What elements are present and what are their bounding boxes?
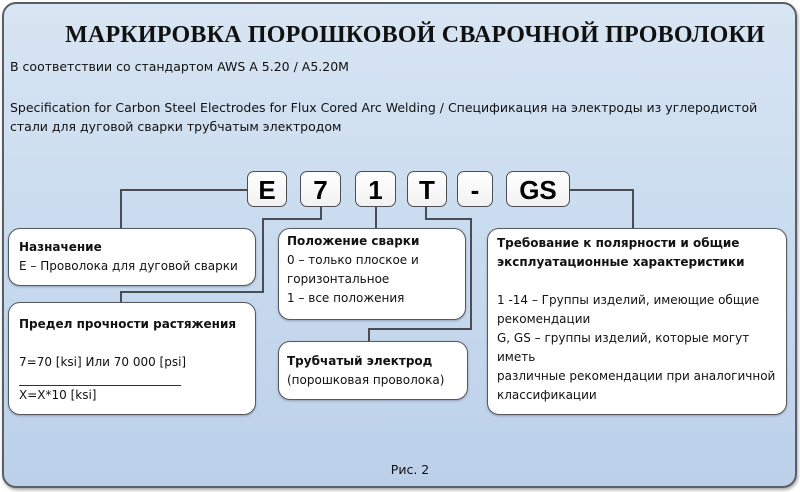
code-part-dash: - (457, 171, 493, 207)
tubular-heading: Трубчатый электрод (287, 354, 433, 368)
position-heading: Положение сварки (287, 234, 420, 248)
specification-subtitle: Specification for Carbon Steel Electrodes for Flux Cored Arc Welding / Спецификация на электроды из углеродистой стали для дуговой сварки трубчатым электродом (10, 100, 758, 134)
purpose-heading: Назначение (19, 240, 102, 254)
tensile-heading: Предел прочности растяжения (19, 317, 237, 331)
connector-7 (262, 218, 322, 220)
connector-t (368, 328, 472, 330)
connector-t (368, 328, 370, 342)
connector-gs (569, 189, 634, 191)
connector-e (120, 189, 122, 229)
connector-1 (375, 207, 377, 229)
code-part-gs: GS (506, 171, 570, 207)
standard-subtitle: В соответствии со стандартом AWS A 5.20 / A5.20M (10, 59, 349, 74)
tensile-divider: ___________________________ (19, 372, 181, 386)
connector-e (121, 189, 248, 191)
purpose-box (8, 228, 256, 286)
purpose-line: E – Проволока для дуговой сварки (19, 259, 238, 273)
position-line: 1 – все положения (287, 291, 405, 305)
connector-gs (632, 189, 634, 229)
connector-7 (120, 291, 264, 293)
tensile-box (8, 302, 256, 415)
tensile-line: X=X*10 [ksi] (19, 388, 97, 402)
connector-t (470, 218, 472, 330)
page-title: МАРКИРОВКА ПОРОШКОВОЙ СВАРОЧНОЙ ПРОВОЛОКИ (65, 22, 765, 48)
position-line: горизонтальное (287, 272, 390, 286)
connector-t (425, 218, 472, 220)
tensile-line: 7=70 [ksi] Или 70 000 [psi] (19, 355, 187, 369)
connector-7 (262, 218, 264, 293)
code-part-1: 1 (355, 171, 396, 207)
polarity-line: G, GS – группы изделий, которые могут иметь (497, 331, 750, 364)
figure-caption: Рис. 2 (390, 462, 430, 477)
polarity-line: рекомендации (497, 312, 591, 326)
polarity-line: 1 -14 – Группы изделий, имеющие общие (497, 293, 760, 307)
polarity-line: классификации (497, 388, 597, 402)
code-part-t: T (407, 171, 447, 207)
tubular-line: (порошковая проволока) (287, 373, 445, 387)
polarity-heading: эксплуатационные характеристики (497, 255, 745, 269)
polarity-heading: Требование к полярности и общие (497, 236, 740, 250)
code-part-e: E (247, 171, 287, 207)
polarity-line: различные рекомендации при аналогичной (497, 369, 776, 383)
polarity-box (487, 228, 787, 415)
position-line: 0 – только плоское и (287, 253, 419, 267)
tubular-box (278, 341, 468, 400)
position-box (278, 228, 466, 320)
code-part-7: 7 (300, 171, 341, 207)
